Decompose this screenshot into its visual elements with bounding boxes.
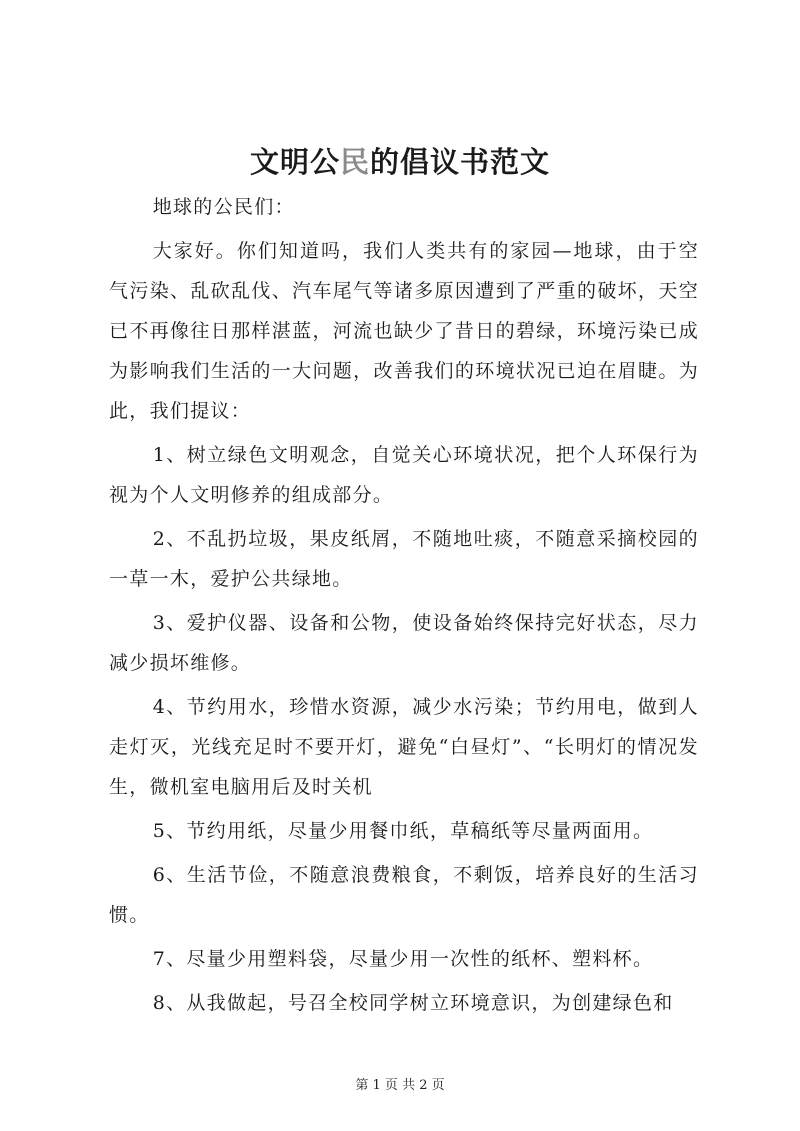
list-item: 7、尽量少用塑料袋，尽量少用一次性的纸杯、塑料杯。: [152, 948, 654, 970]
salutation: 地球的公民们：: [152, 196, 295, 218]
list-item: 6、生活节俭，不随意浪费粮食，不剩饭，培养良好的生活习惯。: [109, 864, 699, 926]
list-item: 2、不乱扔垃圾，果皮纸屑，不随地吐痰，不随意采摘校园的一草一木，爱护公共绿地。: [109, 528, 699, 590]
list-item: 4、节约用水，珍惜水资源，减少水污染；节约用电，做到人走灯灭，光线充足时不要开灯，避免“白昼灯”、“长明灯的情况发生，微机室电脑用后及时关机: [109, 696, 699, 798]
list-item: 1、树立绿色文明观念，自觉关心环境状况，把个人环保行为视为个人文明修养的组成部分。: [109, 444, 699, 506]
title-part-2: 的倡议书范文: [370, 145, 551, 179]
list-item: 5、节约用纸，尽量少用餐巾纸，草稿纸等尽量两面用。: [152, 820, 654, 842]
list-item: 8、从我做起，号召全校同学树立环境意识，为创建绿色和: [152, 992, 674, 1014]
page-footer: [0, 1074, 800, 1093]
list-item: 3、爱护仪器、设备和公物，使设备始终保持完好状态，尽力减少损坏维修。: [109, 612, 699, 674]
title-part-1: 文明公: [249, 145, 340, 179]
title-faded-char: 民: [339, 145, 370, 179]
intro-paragraph: 大家好。你们知道吗，我们人类共有的家园—地球，由于空气污染、乱砍乱伐、汽车尾气等诸多原因遭到了严重的破坏，天空已不再像往日那样湛蓝，河流也缺少了昔日的碧绿，环境污染已成为影响我们生活的一大问题，改善我们的环境状况已迫在眉睫。为此，我们提议：: [109, 240, 699, 422]
page-number-label: 第 1 页 共 2 页: [355, 1078, 445, 1093]
page-title: [0, 138, 800, 186]
document-body: [109, 187, 699, 1027]
